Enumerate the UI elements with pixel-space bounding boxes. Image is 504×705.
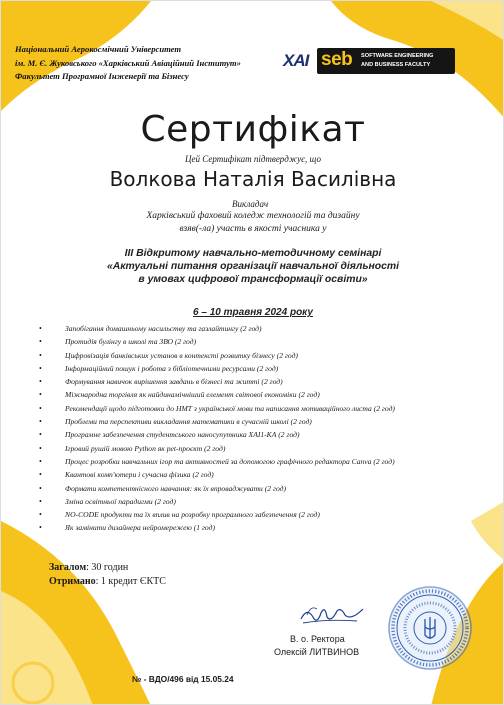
list-item: • Формування навичок вирішення завдань в бізнесі та житті (2 год) <box>37 375 497 388</box>
recipient-role: Викладач <box>232 199 269 209</box>
list-item: • Зміна освітньої парадигми (2 год) <box>37 495 497 508</box>
seminar-dates: 6 – 10 травня 2024 року <box>193 307 313 318</box>
handwritten-signature <box>297 597 367 633</box>
seminar-line: «Актуальні питання організації навчальної діяльності <box>106 261 400 272</box>
xai-logo-text: XAI <box>283 51 309 70</box>
recipient-name: Волкова Наталія Василівна <box>109 167 397 191</box>
list-item: • Запобігання домашньому насильству та газлайтингу (2 год) <box>37 322 497 335</box>
university-line: ім. М. Є. Жуковського «Харківський Авіаційний Інститут» <box>15 57 241 68</box>
document-number: № - ВДО/496 від 15.05.24 <box>132 674 234 684</box>
faculty-line: Факультет Програмної Інженерії та Бізнесу <box>15 71 189 81</box>
list-item: • Формати компетентнісного навчання: як їх впроваджувати (2 год) <box>37 482 497 495</box>
list-item: • Рекомендації щодо підготовки до НМТ з української мови та написання мотиваційного листа (2 год) <box>37 402 497 415</box>
recipient-organization: Харківський фаховий коледж технологій та дизайну <box>146 211 360 221</box>
list-item: • Інформаційний пошук і робота з бібліотечними ресурсами (2 год) <box>37 362 497 375</box>
topics-list <box>37 322 497 535</box>
totals-block <box>49 561 166 589</box>
confirm-text: Цей Сертифікат підтверджує, що <box>185 154 321 164</box>
university-line: Національний Аерокосмічний Університет <box>15 44 182 54</box>
faculty-logo <box>283 48 455 74</box>
seminar-line: ІІІ Відкритому навчально-методичному семінарі <box>124 248 382 259</box>
list-item: • Проблеми та перспективи викладання математики в сучасній школі (2 год) <box>37 415 497 428</box>
list-item: • Цифровізація банківських установ в контексті розвитку бізнесу (2 год) <box>37 349 497 362</box>
list-item: • Міжнародна торгівля як найдинамічніший елемент світової економіки (2 год) <box>37 388 497 401</box>
seb-logo-box <box>317 48 455 74</box>
seminar-line: в умовах цифрової трансформації освіти» <box>138 274 368 285</box>
signatory-title: В. о. Ректора <box>290 634 345 644</box>
official-seal-icon <box>387 585 473 671</box>
list-item: • Ігровий рушій мовою Python як pet-проєкт (2 год) <box>37 442 497 455</box>
credit-label: Отримано <box>49 576 96 587</box>
total-hours-value: : 30 годин <box>86 562 129 573</box>
participation-text: взяв(-ла) участь в якості учасника у <box>179 224 327 234</box>
signatory-name: Олексій ЛИТВИНОВ <box>274 647 360 657</box>
seminar-title <box>1 247 504 286</box>
list-item: • Програмне забезпечення студентського наносупутника ХАІ1-КА (2 год) <box>37 428 497 441</box>
credit-row <box>49 575 166 589</box>
total-hours-label: Загалом <box>49 562 87 573</box>
certificate-title: Сертифікат <box>140 109 366 150</box>
list-item: • NO-CODE продукти та їх вплив на розробку програмного забезпечення (2 год) <box>37 508 497 521</box>
list-item: • Протидія булінгу в школі та ЗВО (2 год) <box>37 335 497 348</box>
list-item: • Як замінити дизайнера нейромережею (1 год) <box>37 521 497 534</box>
list-item: • Процес розробки навчальних ігор та активностей за допомогою графічного редактора Canva (2 год) <box>37 455 497 468</box>
total-hours-row <box>49 561 166 575</box>
seb-logo-text: seb <box>321 49 353 70</box>
credit-value: : 1 кредит ЄКТС <box>95 576 166 587</box>
list-item: • Квантові комп'ютери і сучасна фізика (2 год) <box>37 468 497 481</box>
logo-caption-line1: SOFTWARE ENGINEERING <box>361 53 434 59</box>
logo-caption-line2: AND BUSINESS FACULTY <box>361 62 431 68</box>
university-info <box>15 43 241 84</box>
